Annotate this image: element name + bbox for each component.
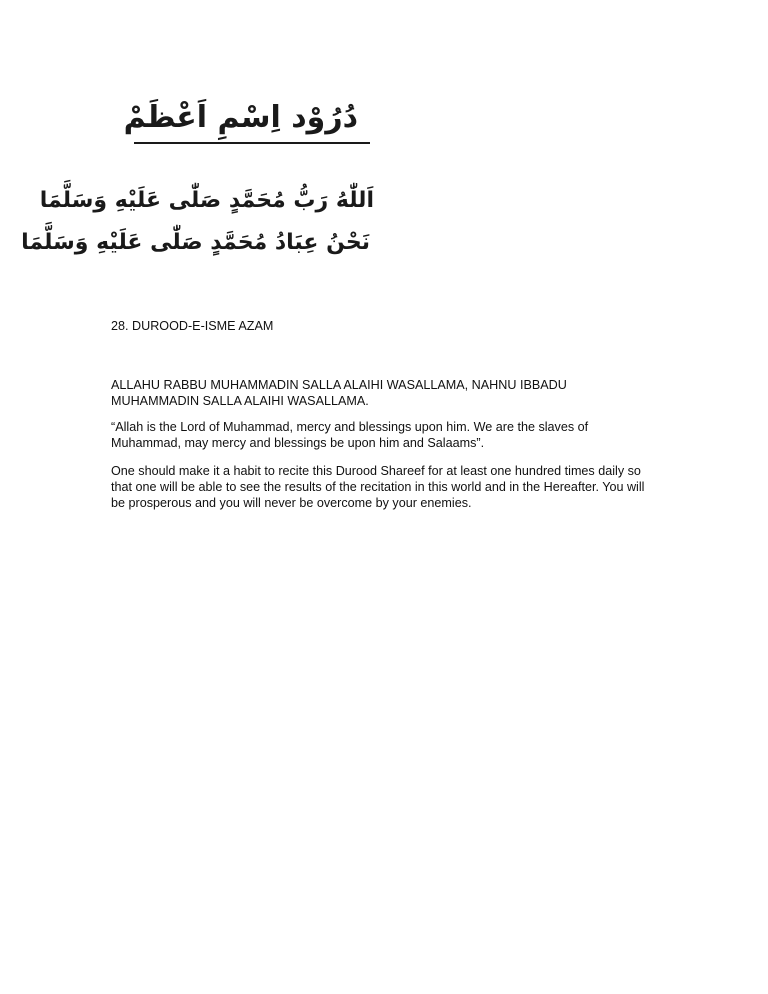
translation-paragraph: “Allah is the Lord of Muhammad, mercy and blessings upon him. We are the slaves of Muhammad, may mercy and blessings be upon him and Salaams”. <box>111 420 589 450</box>
arabic-calligraphy-image <box>21 100 378 270</box>
transliteration-paragraph: ALLAHU RABBU MUHAMMADIN SALLA ALAIHI WASALLAMA, NAHNU IBBADU MUHAMMADIN SALLA ALAIHI WASALLAMA. <box>111 378 567 408</box>
arabic-verse-line-2: نَحْنُ عِبَادُ مُحَمَّدٍ صَلّٰى عَلَيْهِ وَسَلَّمَا <box>21 230 370 255</box>
section-heading: 28. DUROOD-E-ISME AZAM <box>111 319 274 333</box>
advice-paragraph: One should make it a habit to recite this Durood Shareef for at least one hundred times daily so that one will be able to see the results of the recitation in this world and in the Hereafter. You will be prosperous and you will never be overcome by your enemies. <box>111 464 645 510</box>
arabic-title-underline <box>134 142 370 144</box>
arabic-verse-line-1: اَللّٰهُ رَبُّ مُحَمَّدٍ صَلّٰى عَلَيْهِ وَسَلَّمَا <box>39 188 374 213</box>
arabic-title: دُرُوْد اِسْمِ اَعْظَمْ <box>123 100 358 135</box>
